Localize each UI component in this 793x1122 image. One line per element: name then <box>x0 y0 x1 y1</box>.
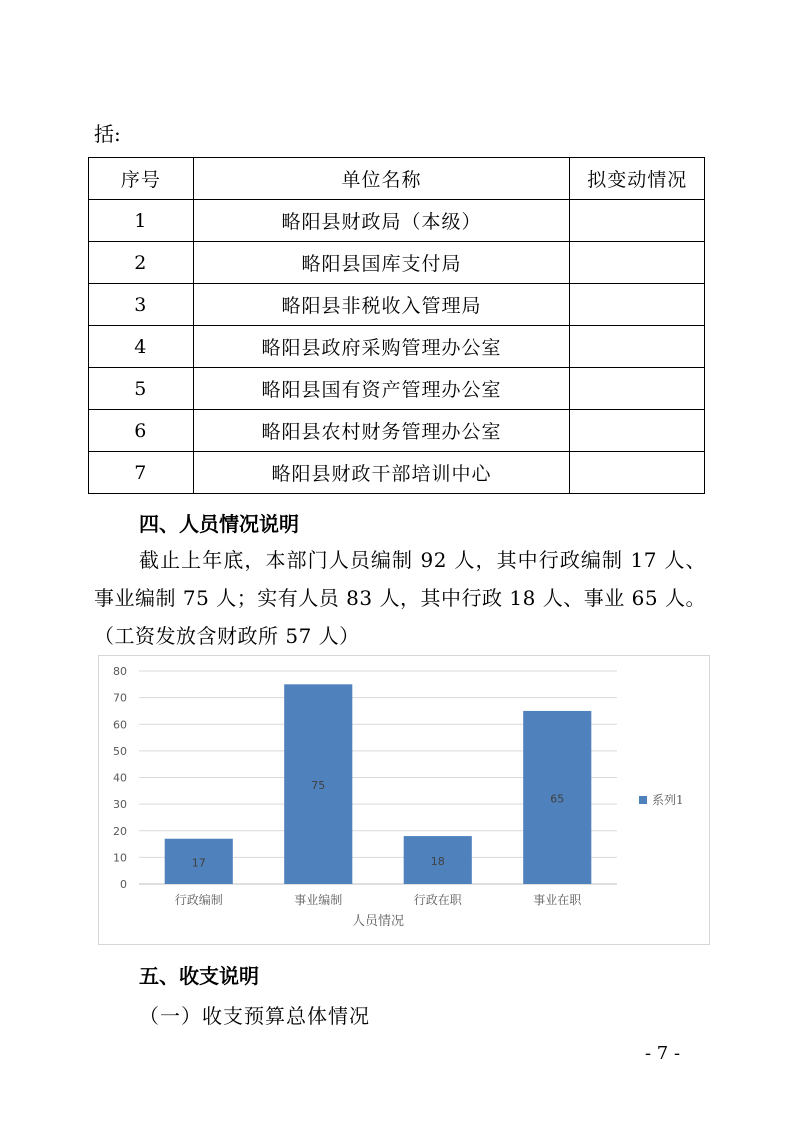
section-5-subheading: （一）收支预算总体情况 <box>139 1004 370 1028</box>
y-tick-label: 10 <box>113 851 127 865</box>
cell-change <box>570 200 705 242</box>
header-unit-name: 单位名称 <box>193 158 570 200</box>
x-axis-title: 人员情况 <box>351 914 405 929</box>
cell-index: 7 <box>89 452 194 494</box>
cell-unit-name: 略阳县国有资产管理办公室 <box>193 368 570 410</box>
table-header-row <box>89 158 705 200</box>
legend-label: 系列1 <box>652 793 684 807</box>
x-tick-label: 事业在职 <box>533 893 582 907</box>
cell-change <box>570 284 705 326</box>
y-tick-label: 0 <box>120 878 127 891</box>
y-tick-label: 20 <box>113 824 127 838</box>
table-row <box>89 284 705 326</box>
units-table <box>88 157 705 494</box>
cell-change <box>570 410 705 452</box>
legend-swatch <box>639 796 647 804</box>
y-tick-label: 30 <box>113 798 127 812</box>
y-tick-label: 40 <box>113 771 127 785</box>
lead-text: 括: <box>94 122 121 146</box>
cell-change <box>570 368 705 410</box>
section-4-heading: 四、人员情况说明 <box>139 512 299 536</box>
cell-index: 2 <box>89 242 194 284</box>
table-row <box>89 368 705 410</box>
cell-index: 3 <box>89 284 194 326</box>
cell-unit-name: 略阳县财政干部培训中心 <box>193 452 570 494</box>
data-label: 75 <box>311 779 326 793</box>
chart-svg <box>99 656 709 944</box>
staff-bar-chart <box>98 655 710 945</box>
y-tick-label: 50 <box>113 744 127 758</box>
data-label: 18 <box>430 855 445 869</box>
page-number: - 7 - <box>645 1043 681 1064</box>
cell-index: 4 <box>89 326 194 368</box>
x-tick-label: 行政编制 <box>174 893 223 907</box>
cell-unit-name: 略阳县非税收入管理局 <box>193 284 570 326</box>
section-5-heading: 五、收支说明 <box>139 964 259 988</box>
cell-unit-name: 略阳县农村财务管理办公室 <box>193 410 570 452</box>
cell-unit-name: 略阳县国库支付局 <box>193 242 570 284</box>
cell-change <box>570 242 705 284</box>
data-label: 17 <box>191 856 206 870</box>
table-row <box>89 410 705 452</box>
table-row <box>89 242 705 284</box>
y-tick-label: 80 <box>113 665 127 678</box>
cell-change <box>570 326 705 368</box>
y-tick-label: 60 <box>113 718 127 732</box>
table-row <box>89 326 705 368</box>
header-change: 拟变动情况 <box>570 158 705 200</box>
table-row <box>89 200 705 242</box>
cell-unit-name: 略阳县财政局（本级） <box>193 200 570 242</box>
section-4-paragraph: 截止上年底，本部门人员编制 92 人，其中行政编制 17 人、事业编制 75 人；实有人员 83 人，其中行政 18 人、事业 65 人。（工资发放含财政所 57 人） <box>94 548 706 648</box>
data-label: 65 <box>550 792 565 806</box>
cell-index: 6 <box>89 410 194 452</box>
x-tick-label: 行政在职 <box>413 893 462 907</box>
cell-index: 1 <box>89 200 194 242</box>
y-tick-label: 70 <box>113 691 127 705</box>
cell-unit-name: 略阳县政府采购管理办公室 <box>193 326 570 368</box>
cell-index: 5 <box>89 368 194 410</box>
header-index: 序号 <box>89 158 194 200</box>
table-row <box>89 452 705 494</box>
x-tick-label: 事业编制 <box>294 893 343 907</box>
cell-change <box>570 452 705 494</box>
